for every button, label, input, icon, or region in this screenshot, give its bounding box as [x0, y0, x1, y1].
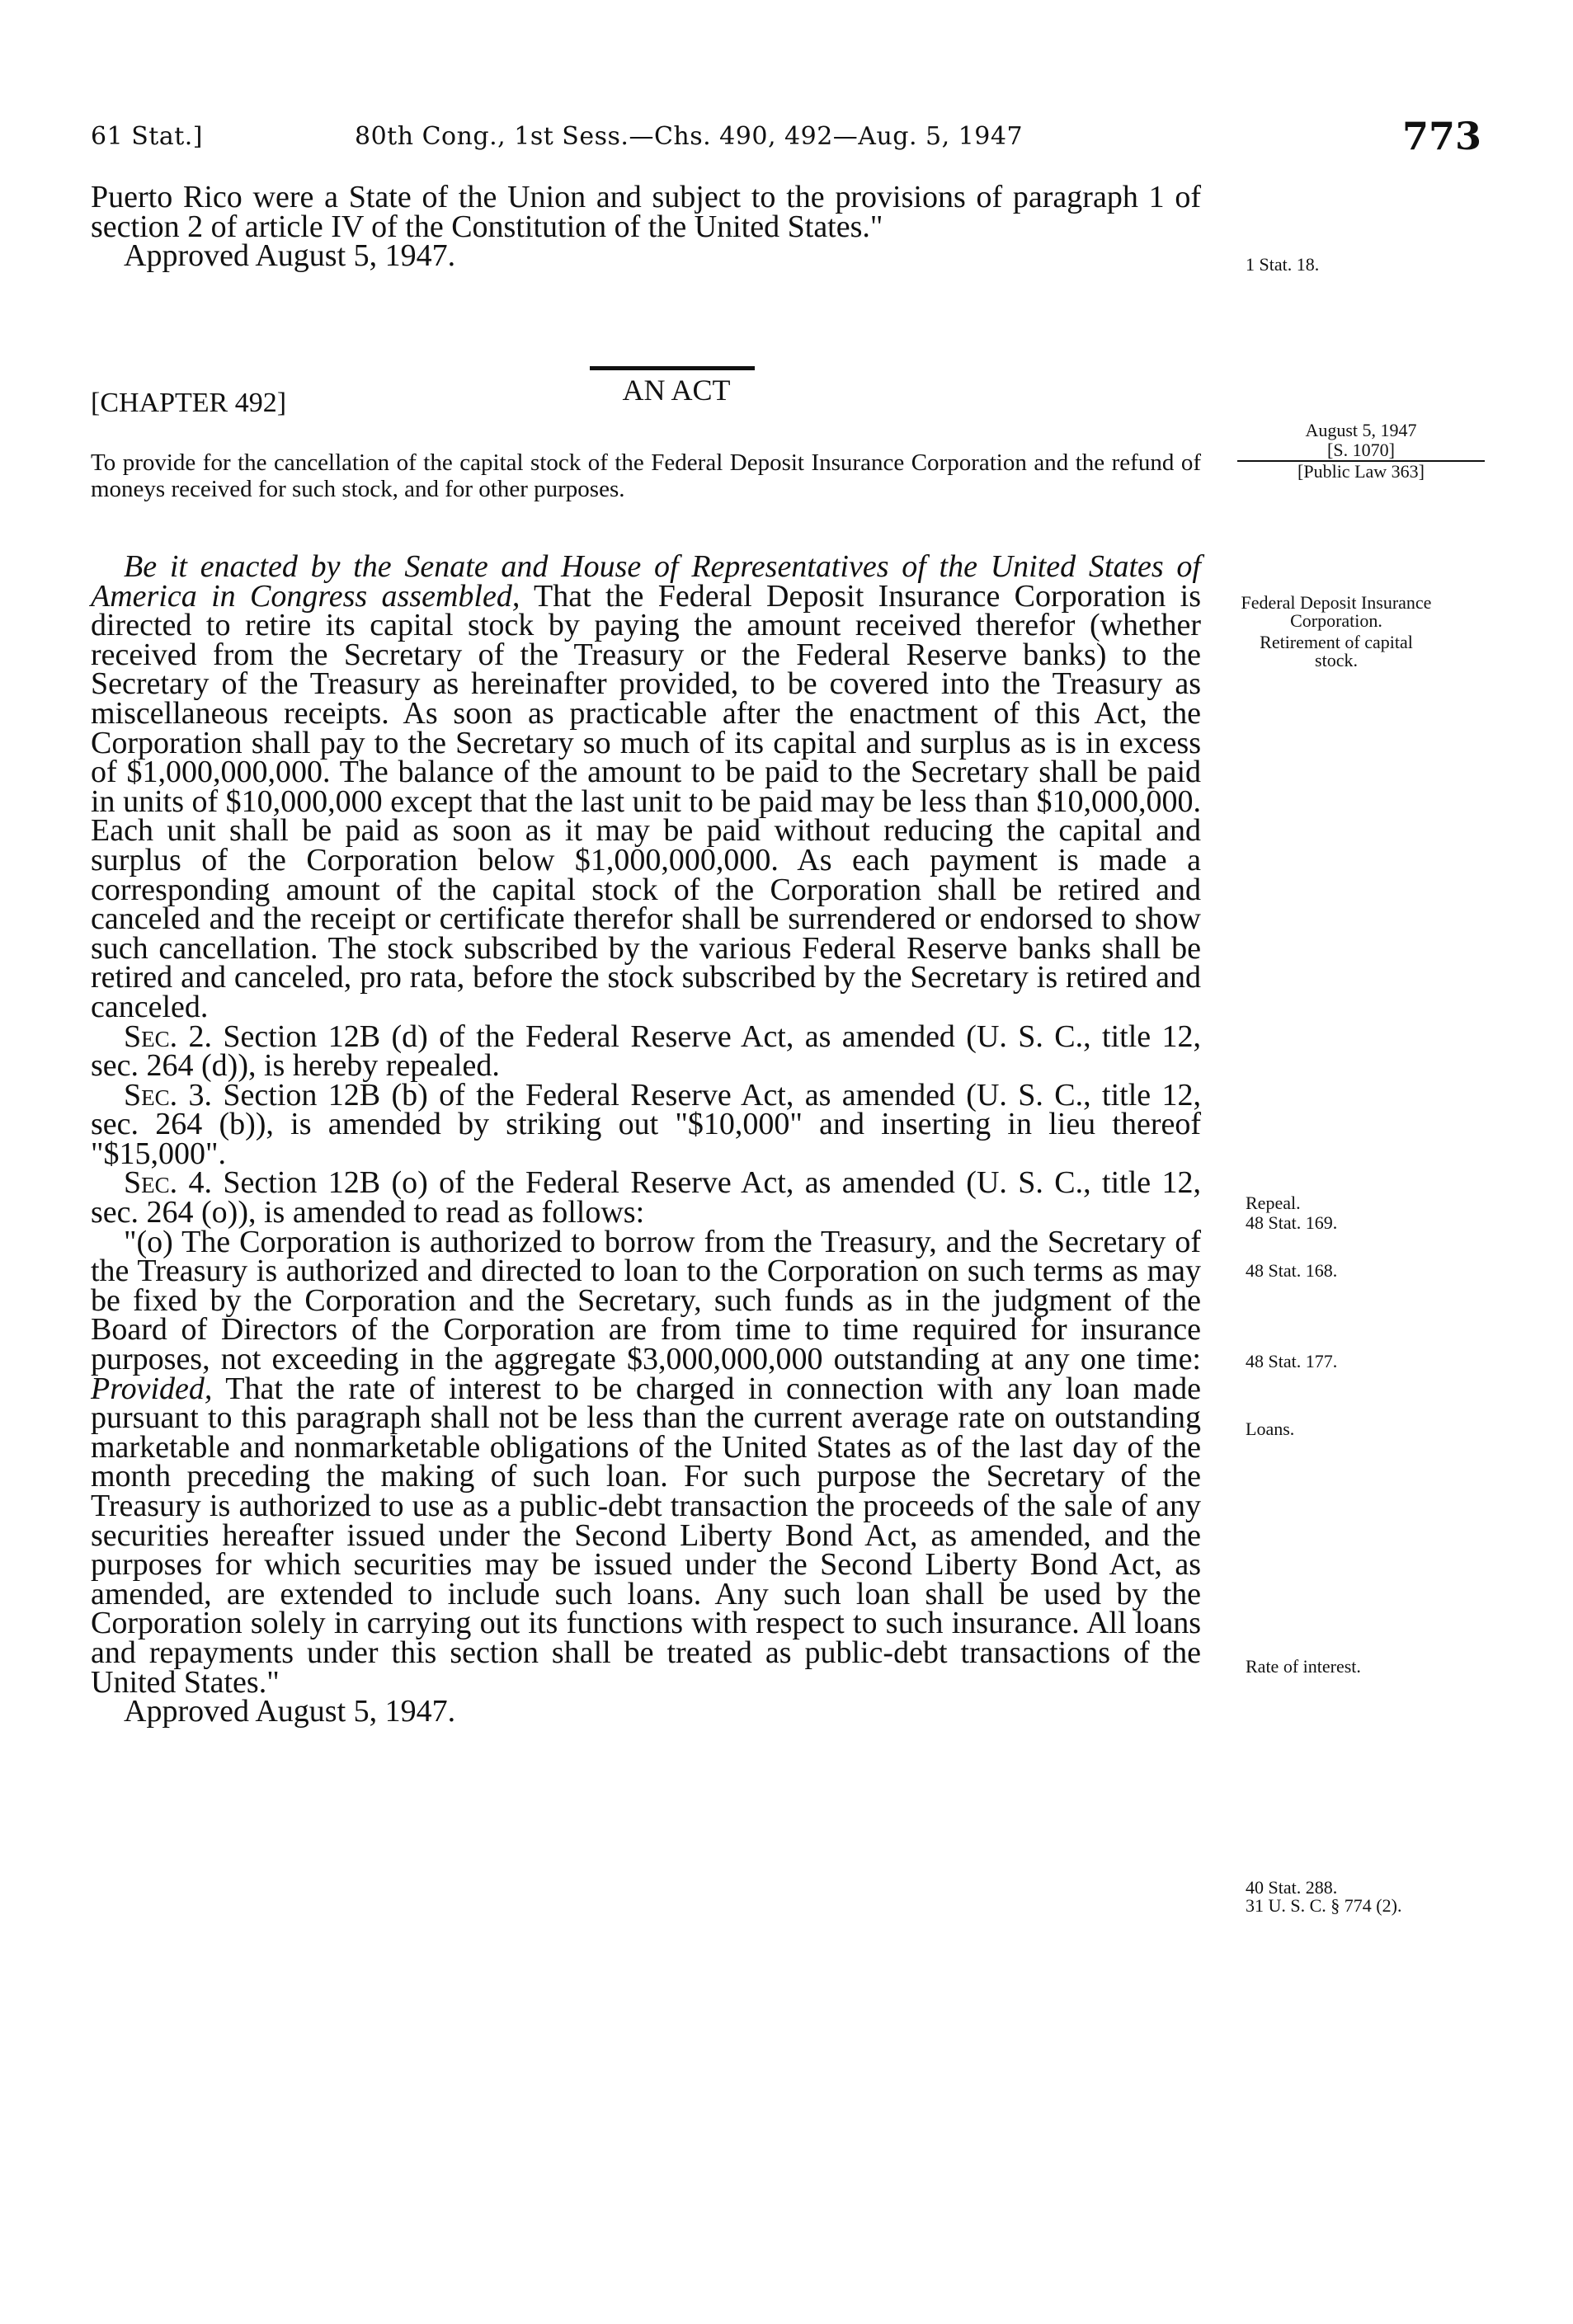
section-label: Sec. 3.	[124, 1077, 213, 1113]
quoted-text-part-2: That the rate of interest to be charged in connection with any loan made pursuant to this paragraph shall not be less than the current average rate on outstanding marketable and nonmarketable obligations of the United States as of the last day of the month preceding the making of such loan. For such purpose the Secretary of the Treasury is authorized to use as a public-debt transaction the proceeds of the sale of any securities hereafter issued under the Second Liberty Bond Act, as amended, and the purposes for which securities may be issued under the Second Liberty Bond Act, as amended, are extended to include such loans. Any such loan shall be used by the Corporation solely in carrying out its functions with respect to such insurance. All loans and repayments under this section shall be treated as public-debt transactions of the United States."	[91, 1371, 1201, 1700]
section-text: Section 12B (o) of the Federal Reserve Act, as amended (U. S. C., title 12, sec. 264 (o)), is amended to read as follows:	[91, 1165, 1201, 1230]
running-header-volume: 61 Stat.]	[91, 122, 203, 151]
enacting-text: That the Federal Deposit Insurance Corporation is directed to retire its capital stock by paying the amount received therefor (whether received from the Secretary of the Treasury or the Federal Reserve banks) to the Secretary of the Treasury as hereinafter provided, to be covered into the Treasury as miscellaneous receipts. As soon as practicable after the enactment of this Act, the Corporation shall pay to the Secretary so much of its capital and surplus as is in excess of $1,000,000,000. The balance of the amount to be paid to the Secretary shall be paid in units of $10,000,000 except that the last unit to be paid may be less than $10,000,000. Each unit shall be paid as soon as it may be paid without reducing the capital and surplus of the Corporation below $1,000,000,000. As each payment is made a corresponding amount of the capital stock of the Corporation shall be retired and canceled and the receipt or certificate therefor shall be surrendered or endorsed to show such cancellation. The stock subscribed by the various Federal Reserve banks shall be retired and canceled, pro rata, before the stock subscribed by the Secretary is retired and canceled.	[91, 578, 1201, 1024]
marginal-bill: [S. 1070]	[1327, 440, 1395, 460]
act-purpose	[91, 449, 1201, 502]
margin-note: Rate of interest.	[1246, 1656, 1361, 1677]
act-purpose-text: To provide for the cancellation of the capital stock of the Federal Deposit Insurance Corporation and the refund of moneys received for such stock, and for other purposes.	[91, 449, 1201, 502]
continuation-text: Puerto Rico were a State of the Union and subject to the provisions of paragraph 1 of section 2 of article IV of the Constitution of the United States."	[91, 180, 1201, 244]
provided-word: Provided,	[91, 1371, 213, 1406]
continuation-block	[91, 180, 1201, 274]
margin-note: 40 Stat. 288.	[1246, 1877, 1338, 1898]
margin-note: 1 Stat. 18.	[1246, 254, 1320, 275]
margin-note: Federal Deposit Insurance Corporation.	[1241, 592, 1432, 631]
margin-note: 48 Stat. 169.	[1246, 1212, 1338, 1233]
section-text: Section 12B (b) of the Federal Reserve Act, as amended (U. S. C., title 12, sec. 264 (b)), is amended by striking out "$10,000" and inserting in lieu thereof "$15,000".	[91, 1077, 1201, 1171]
margin-note: 48 Stat. 177.	[1246, 1351, 1338, 1371]
margin-note: Retirement of capital stock.	[1260, 632, 1413, 670]
section-label: Sec. 2.	[124, 1019, 213, 1054]
section-label: Sec. 4.	[124, 1165, 213, 1201]
act-heading: AN ACT	[622, 374, 731, 407]
section-4	[91, 1165, 1201, 1230]
margin-note: Repeal.	[1246, 1193, 1301, 1213]
section-2	[91, 1019, 1201, 1084]
approved-line-1: Approved August 5, 1947.	[124, 238, 456, 274]
chapter-label: [CHAPTER 492]	[91, 388, 287, 418]
margin-note: Loans.	[1246, 1418, 1295, 1439]
act-body	[91, 549, 1201, 1729]
margin-note: 31 U. S. C. § 774 (2).	[1246, 1895, 1402, 1916]
quoted-text-part-1: "(o) The Corporation is authorized to borrow from the Treasury, and the Secretary of the Treasury is authorized and directed to loan to the Corporation on such terms as may be fixed by the Corporation and the Secretary, such funds as in the judgment of the Board of Directors of the Corporation are from time to time required for insurance purposes, not exceeding in the aggregate $3,000,000,000 outstanding at any one time:	[91, 1224, 1201, 1377]
running-header-session: 80th Cong., 1st Sess.—Chs. 490, 492—Aug. 5, 1947	[355, 122, 1024, 151]
section-rule	[590, 366, 755, 370]
quoted-subsection-o	[91, 1224, 1201, 1700]
approved-line-2: Approved August 5, 1947.	[124, 1694, 456, 1729]
section-3	[91, 1077, 1201, 1171]
enacting-paragraph	[91, 549, 1201, 1024]
section-text: Section 12B (d) of the Federal Reserve Act, as amended (U. S. C., title 12, sec. 264 (d)), is hereby repealed.	[91, 1019, 1201, 1084]
marginal-public-law: [Public Law 363]	[1237, 460, 1485, 482]
margin-note: 48 Stat. 168.	[1246, 1260, 1338, 1281]
marginal-date-box	[1237, 421, 1485, 482]
page-number: 773	[1402, 114, 1482, 158]
marginal-date: August 5, 1947	[1305, 420, 1417, 440]
enacting-clause: Be it enacted by the Senate and House of Representatives of the United States of America in Congress assembled,	[91, 549, 1201, 614]
